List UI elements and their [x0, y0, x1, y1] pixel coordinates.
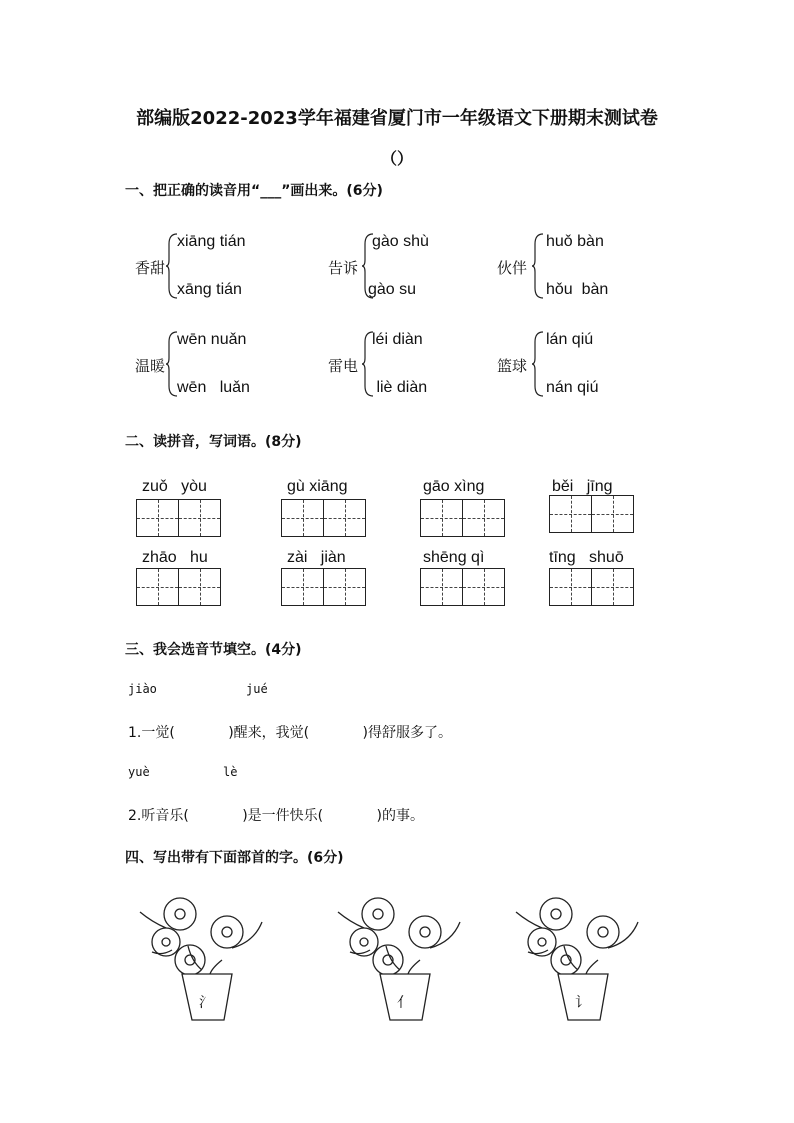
- word-item: 伙伴: [497, 259, 528, 277]
- writing-grid[interactable]: [420, 499, 505, 537]
- pinyin-option: wēn nuǎn: [177, 331, 247, 348]
- pinyin-choice: lè: [223, 765, 238, 779]
- word-item: 告诉: [328, 259, 359, 277]
- writing-grid[interactable]: [281, 499, 366, 537]
- pinyin-option: hǒu bàn: [546, 281, 609, 298]
- page-title: 部编版2022-2023学年福建省厦门市一年级语文下册期末测试卷: [136, 108, 658, 129]
- radical-label: 讠: [575, 995, 589, 1011]
- writing-grid[interactable]: [420, 568, 505, 606]
- section4-heading: 四、写出带有下面部首的字。(6分): [125, 850, 344, 866]
- pinyin-option: liè diàn: [372, 379, 428, 396]
- section2-heading: 二、读拼音，写词语。(8分): [125, 434, 302, 450]
- pinyin-option: xāng tián: [177, 281, 242, 298]
- radical-label: 亻: [397, 995, 411, 1011]
- writing-grid[interactable]: [136, 499, 221, 537]
- word-item: 温暖: [135, 357, 166, 375]
- flower-pot-icon: [330, 892, 480, 1024]
- page-title-suffix: （）: [380, 149, 413, 168]
- brace-icon: [531, 232, 545, 300]
- pinyin-choice: jiào: [128, 682, 157, 696]
- pinyin-option: gào su: [368, 281, 417, 298]
- flower-pot-icon: [508, 892, 658, 1024]
- pinyin-option: gào shù: [372, 233, 429, 250]
- word-item: 篮球: [497, 357, 528, 375]
- pinyin-choice: yuè: [128, 765, 150, 779]
- question-1: 1.一觉( )醒来，我觉( )得舒服多了。: [128, 725, 453, 741]
- pinyin-option: nán qiú: [546, 379, 599, 396]
- grid-pinyin: shēng qì: [423, 549, 485, 566]
- writing-grid[interactable]: [136, 568, 221, 606]
- grid-pinyin: zuǒ yòu: [142, 478, 207, 495]
- pinyin-option: léi diàn: [372, 331, 423, 348]
- writing-grid[interactable]: [549, 495, 634, 533]
- writing-grid[interactable]: [549, 568, 634, 606]
- grid-pinyin: gāo xìng: [423, 478, 485, 495]
- grid-pinyin: gù xiāng: [287, 478, 348, 495]
- grid-pinyin: zhāo hu: [142, 549, 208, 566]
- section1-heading: 一、把正确的读音用“___”画出来。(6分): [125, 183, 383, 199]
- grid-pinyin: běi jīng: [552, 478, 613, 495]
- pinyin-option: wēn luǎn: [177, 379, 250, 396]
- pinyin-choice: jué: [246, 682, 268, 696]
- brace-icon: [531, 330, 545, 398]
- word-item: 雷电: [328, 357, 359, 375]
- pinyin-option: xiāng tián: [177, 233, 246, 250]
- grid-pinyin: tīng shuō: [549, 549, 624, 566]
- question-2: 2.听音乐( )是一件快乐( )的事。: [128, 808, 425, 824]
- pinyin-option: lán qiú: [546, 331, 594, 348]
- word-item: 香甜: [135, 259, 166, 277]
- section3-heading: 三、我会选音节填空。(4分): [125, 642, 302, 658]
- radical-label: 氵: [199, 995, 213, 1011]
- pinyin-option: huǒ bàn: [546, 233, 604, 250]
- writing-grid[interactable]: [281, 568, 366, 606]
- grid-pinyin: zài jiàn: [287, 549, 346, 566]
- flower-pot-icon: [132, 892, 282, 1024]
